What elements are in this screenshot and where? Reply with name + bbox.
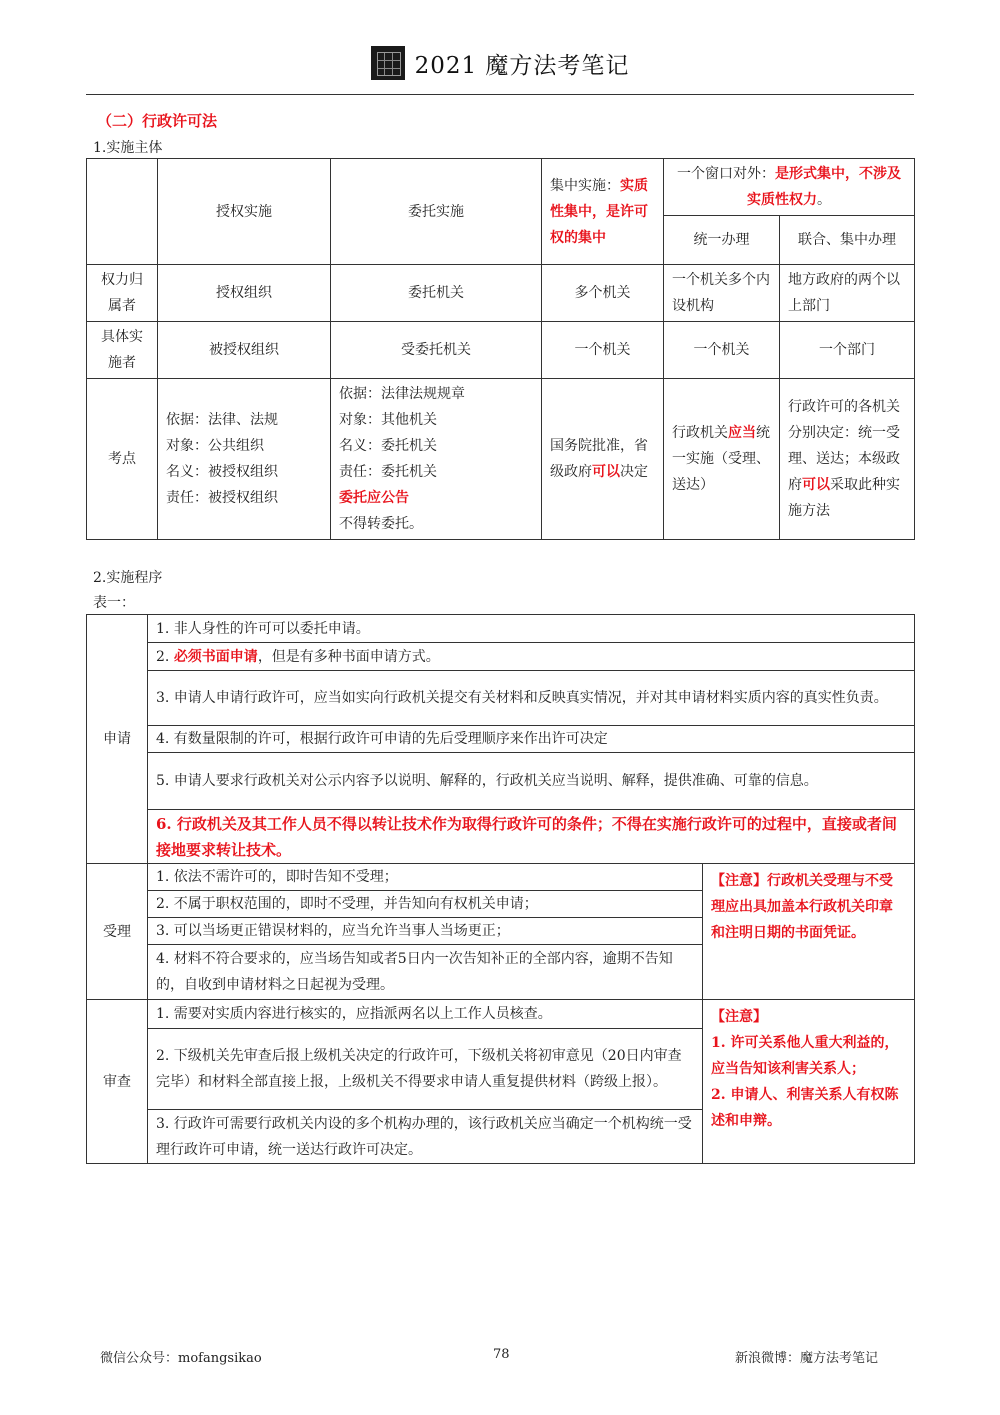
cell: 一个机关多个内设机构 [664, 265, 780, 322]
stage-label-apply: 申请 [87, 615, 148, 864]
footer-weibo: 新浪微博：魔方法考笔记 [735, 1351, 879, 1366]
cell: 一个机关 [542, 322, 664, 379]
cell: 一个机关 [664, 322, 780, 379]
section-title: （二）行政许可法 [97, 112, 218, 130]
apply-item: 1. 非人身性的许可可以委托申请。 [148, 615, 915, 643]
review-item: 3. 行政许可需要行政机关内设的多个机构办理的，该行政机关应当确定一个机构统一受理行政许可申请，统一送达行政许可决定。 [148, 1110, 703, 1164]
accept-note: 【注意】行政机关受理与不受理应出具加盖本行政机关印章和注明日期的书面凭证。 [703, 864, 915, 1000]
review-item: 2. 下级机关先审查后报上级机关决定的行政许可，下级机关将初审意见（20日内审查完毕）和材料全部直接上报，上级机关不得要求申请人重复提供材料（跨级上报）。 [148, 1029, 703, 1110]
table-corner-cell [87, 159, 158, 265]
header-central: 集中实施：实质性集中，是许可权的集中 [542, 159, 664, 265]
cell-joint-points: 行政许可的各机关分别决定：统一受理、送达；本级政府可以采取此种实施方法 [780, 379, 915, 540]
cell: 地方政府的两个以上部门 [780, 265, 915, 322]
subsection-title-2: 2.实施程序 [93, 570, 163, 586]
row-label-owner: 权力归属者 [87, 265, 158, 322]
table-caption: 表一： [93, 595, 135, 611]
cell: 受委托机关 [331, 322, 542, 379]
header-divider [86, 94, 914, 95]
apply-item: 4. 有数量限制的许可，根据行政许可申请的先后受理顺序来作出许可决定 [148, 726, 915, 753]
page-header [0, 46, 1000, 80]
implementation-subject-table [86, 158, 915, 540]
cell: 授权组织 [158, 265, 331, 322]
accept-item: 4. 材料不符合要求的，应当场告知或者5日内一次告知补正的全部内容，逾期不告知的，自收到申请材料之日起视为受理。 [148, 945, 703, 1000]
cell: 多个机关 [542, 265, 664, 322]
row-label-key-points: 考点 [87, 379, 158, 540]
apply-item: 6. 行政机关及其工作人员不得以转让技术作为取得行政许可的条件；不得在实施行政许可的过程中，直接或者间接地要求转让技术。 [148, 810, 915, 864]
header-authorize: 授权实施 [158, 159, 331, 265]
cell-central-points: 国务院批准，省级政府可以决定 [542, 379, 664, 540]
cell: 一个部门 [780, 322, 915, 379]
accept-item: 1. 依法不需许可的，即时告知不受理； [148, 864, 703, 891]
header-entrust: 委托实施 [331, 159, 542, 265]
review-item: 1. 需要对实质内容进行核实的，应指派两名以上工作人员核查。 [148, 1000, 703, 1029]
accept-item: 3. 可以当场更正错误材料的，应当允许当事人当场更正； [148, 918, 703, 945]
row-label-implementer: 具体实施者 [87, 322, 158, 379]
stage-label-accept: 受理 [87, 864, 148, 1000]
footer-wechat: 微信公众号：mofangsikao [100, 1351, 262, 1366]
header-joint: 联合、集中办理 [780, 216, 915, 265]
cell-entrust-points: 依据：法律法规规章 对象：其他机关 名义：委托机关 责任：委托机关 委托应公告 不得转委托。 [331, 379, 542, 540]
procedure-table [86, 614, 915, 1164]
footer-page-number: 78 [493, 1347, 510, 1362]
stage-label-review: 审查 [87, 1000, 148, 1164]
rubiks-cube-logo-icon [371, 46, 405, 80]
cell: 被授权组织 [158, 322, 331, 379]
accept-item: 2. 不属于职权范围的，即时不受理，并告知向有权机关申请； [148, 891, 703, 918]
apply-item: 5. 申请人要求行政机关对公示内容予以说明、解释的，行政机关应当说明、解释，提供准确、可靠的信息。 [148, 753, 915, 810]
cell: 委托机关 [331, 265, 542, 322]
cell-unified-points: 行政机关应当统一实施（受理、送达） [664, 379, 780, 540]
apply-item: 3. 申请人申请行政许可，应当如实向行政机关提交有关材料和反映真实情况，并对其申请材料实质内容的真实性负责。 [148, 671, 915, 726]
header-one-window: 一个窗口对外：是形式集中，不涉及实质性权力。 [664, 159, 915, 216]
apply-item: 2. 必须书面申请，但是有多种书面申请方式。 [148, 643, 915, 671]
page-title: 2021 魔方法考笔记 [414, 52, 630, 79]
review-note: 【注意】 1. 许可关系他人重大利益的，应当告知该利害关系人； 2. 申请人、利害关系人有权陈述和申辩。 [703, 1000, 915, 1164]
subsection-title-1: 1.实施主体 [93, 140, 163, 156]
cell-authorize-points: 依据：法律、法规 对象：公共组织 名义：被授权组织 责任：被授权组织 [158, 379, 331, 540]
header-unified: 统一办理 [664, 216, 780, 265]
